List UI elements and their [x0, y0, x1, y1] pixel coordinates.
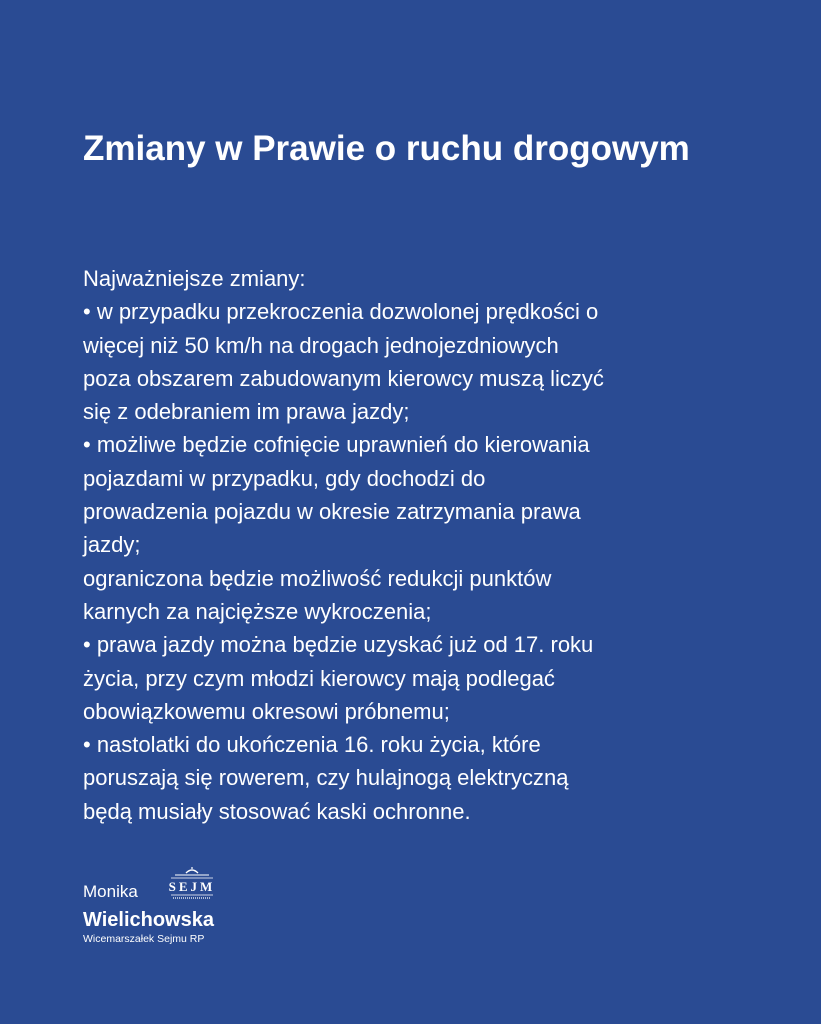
- text-line: • prawa jazdy można będzie uzyskać już od 17. roku: [83, 632, 594, 658]
- text-line: będą musiały stosować kaski ochronne.: [83, 798, 471, 824]
- signature-last-name: Wielichowska: [83, 909, 214, 931]
- text-line: poruszają się rowerem, czy hulajnogą elektryczną: [83, 765, 569, 791]
- sejm-logo-text: SEJM: [168, 879, 216, 894]
- intro-line: Najważniejsze zmiany:: [83, 266, 306, 291]
- text-line: karnych za najcięższe wykroczenia;: [83, 598, 432, 624]
- changes-text: [83, 262, 748, 828]
- text-line: poza obszarem zabudowanym kierowcy muszą liczyć: [83, 365, 604, 391]
- text-line: • nastolatki do ukończenia 16. roku życia, które: [83, 732, 541, 758]
- signature-first-name: Monika: [83, 882, 138, 901]
- page-title: Zmiany w Prawie o ruchu drogowym: [83, 129, 690, 168]
- text-line: się z odebraniem im prawa jazdy;: [83, 399, 410, 425]
- text-line: więcej niż 50 km/h na drogach jednojezdniowych: [83, 332, 559, 358]
- sejm-logo-icon: [167, 866, 217, 902]
- signature-role: Wicemarszałek Sejmu RP: [83, 933, 205, 945]
- text-line: • w przypadku przekroczenia dozwolonej prędkości o: [83, 299, 599, 325]
- text-line: obowiązkowemu okresowi próbnemu;: [83, 698, 450, 724]
- text-line: • możliwe będzie cofnięcie uprawnień do kierowania: [83, 432, 590, 458]
- text-line: pojazdami w przypadku, gdy dochodzi do: [83, 465, 486, 491]
- text-line: życia, przy czym młodzi kierowcy mają podlegać: [83, 665, 555, 691]
- text-line: prowadzenia pojazdu w okresie zatrzymania prawa: [83, 499, 581, 525]
- signature-block: [83, 866, 263, 956]
- text-line: jazdy;: [83, 532, 141, 558]
- text-line: ograniczona będzie możliwość redukcji punktów: [83, 565, 552, 591]
